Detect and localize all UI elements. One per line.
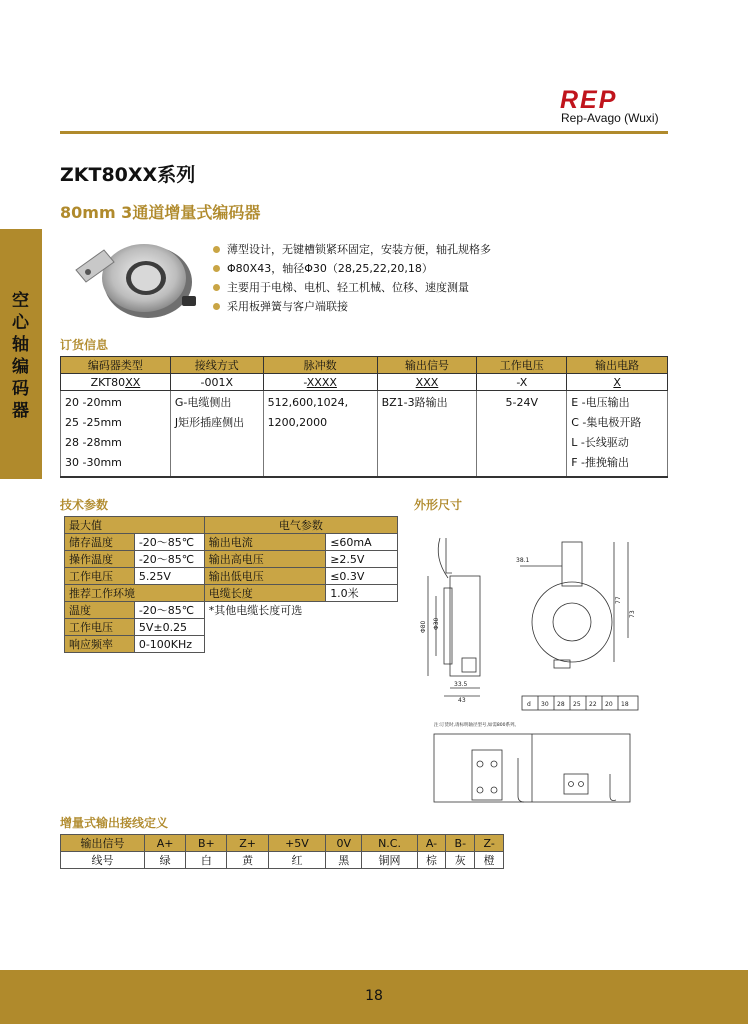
dim-mark: 38.1	[516, 557, 530, 564]
wiring-color-label: 线号	[61, 852, 145, 869]
tech-elec-key: 输出电流	[204, 534, 325, 551]
wiring-signal: Z-	[475, 835, 504, 852]
tech-elec-value: ≤60mA	[326, 534, 398, 551]
wiring-color: 绿	[145, 852, 186, 869]
wiring-signal: A-	[417, 835, 445, 852]
tech-temp-value: -20～85℃	[134, 602, 204, 619]
feature-item: 薄型设计，无键槽锁紧环固定，安装方便，轴孔规格多	[213, 240, 491, 259]
feature-list	[213, 240, 491, 316]
tech-cable-key: 电缆长度	[204, 585, 325, 602]
order-header-circuit: 输出电路	[567, 357, 668, 374]
shaft-size-table	[522, 696, 638, 710]
tech-elec-header: 电气参数	[204, 517, 397, 534]
order-options-wiring: G-电缆侧出 J矩形插座侧出	[170, 391, 263, 477]
order-section-title: 订货信息	[60, 338, 109, 352]
shaft-size-cell: 20	[605, 701, 613, 708]
wiring-section-title: 增量式输出接线定义	[60, 816, 169, 830]
tech-max-header: 最大值	[65, 517, 205, 534]
order-table	[60, 356, 668, 478]
shaft-size-cell: d	[527, 701, 531, 708]
shaft-size-cell: 18	[621, 701, 629, 708]
order-code-pulse: -XXXX	[263, 374, 377, 391]
shaft-size-cell: 25	[573, 701, 581, 708]
tech-volt-value: 5V±0.25	[134, 619, 204, 636]
dims-note: 注:订货时,请标明轴径型号,如需800系列。	[434, 723, 519, 728]
feature-item: Φ80X43，轴径Φ30（28,25,22,20,18）	[213, 259, 491, 278]
page-title: ZKT80XX系列	[60, 164, 196, 186]
tech-value: -20～85℃	[134, 534, 204, 551]
tech-note: *其他电缆长度可选	[204, 602, 397, 653]
dims-section-title: 外形尺寸	[414, 498, 463, 512]
wiring-signal: Z+	[227, 835, 268, 852]
tech-env-header: 推荐工作环境	[65, 585, 205, 602]
shaft-size-cell: 28	[557, 701, 565, 708]
feature-item: 采用板弹簧与客户端联接	[213, 297, 491, 316]
wiring-color: 黄	[227, 852, 268, 869]
dimension-drawing	[414, 518, 676, 804]
order-code-signal: XXX	[377, 374, 477, 391]
tech-cable-value: 1.0米	[326, 585, 398, 602]
front-view	[520, 542, 628, 668]
order-code-type: ZKT80XX	[61, 374, 171, 391]
dim-mark: Φ80	[420, 620, 427, 633]
wiring-signal: 0V	[326, 835, 362, 852]
tech-elec-key: 输出低电压	[204, 568, 325, 585]
tech-elec-value: ≥2.5V	[326, 551, 398, 568]
tech-table	[64, 516, 398, 653]
wiring-color: 白	[186, 852, 227, 869]
order-options-signal: BZ1-3路输出	[377, 391, 477, 477]
wiring-signal: A+	[145, 835, 186, 852]
wiring-color: 黑	[326, 852, 362, 869]
dim-mark: 73	[629, 610, 636, 618]
feature-item: 主要用于电梯、电机、轻工机械、位移、速度测量	[213, 278, 491, 297]
tech-elec-value: ≤0.3V	[326, 568, 398, 585]
encoder-product-image	[70, 232, 202, 322]
tech-key: 操作温度	[65, 551, 135, 568]
tech-value: 5.25V	[134, 568, 204, 585]
page-subtitle: 80mm 3通道增量式编码器	[60, 203, 261, 222]
order-header-voltage: 工作电压	[477, 357, 567, 374]
wiring-color: 红	[268, 852, 325, 869]
side-category-label: 空心轴编码器	[12, 291, 29, 421]
spring-plate-detail	[434, 734, 630, 802]
wiring-color: 铜网	[362, 852, 418, 869]
tech-value: -20～85℃	[134, 551, 204, 568]
order-code-voltage: -X	[477, 374, 567, 391]
order-header-wiring: 接线方式	[170, 357, 263, 374]
wiring-signal: N.C.	[362, 835, 418, 852]
order-options-type: 20 -20mm 25 -25mm 28 -28mm 30 -30mm	[61, 391, 171, 477]
page-number: 18	[365, 988, 383, 1004]
order-code-circuit: X	[567, 374, 668, 391]
tech-volt-key: 工作电压	[65, 619, 135, 636]
order-code-wiring: -001X	[170, 374, 263, 391]
order-options-circuit: E -电压输出 C -集电极开路 L -长线驱动 F -推挽输出	[567, 391, 668, 477]
dim-mark: Φ30	[433, 617, 440, 630]
company-name: Rep-Avago (Wuxi)	[561, 111, 659, 125]
side-view	[428, 538, 480, 696]
brand-logo: REP	[560, 86, 618, 114]
wiring-color: 灰	[446, 852, 475, 869]
dim-mark: 77	[615, 596, 622, 604]
tech-freq-value: 0-100KHz	[134, 636, 204, 653]
tech-elec-key: 输出高电压	[204, 551, 325, 568]
order-header-signal: 输出信号	[377, 357, 477, 374]
dim-mark: 33.5	[454, 681, 468, 688]
tech-freq-key: 响应频率	[65, 636, 135, 653]
wiring-color: 棕	[417, 852, 445, 869]
order-options-pulse: 512,600,1024, 1200,2000	[263, 391, 377, 477]
wiring-table	[60, 834, 504, 869]
wiring-signal: B+	[186, 835, 227, 852]
wiring-color: 橙	[475, 852, 504, 869]
wiring-signal-label: 输出信号	[61, 835, 145, 852]
tech-section-title: 技术参数	[60, 498, 109, 512]
dim-mark: 43	[458, 697, 466, 704]
tech-key: 储存温度	[65, 534, 135, 551]
shaft-size-cell: 22	[589, 701, 597, 708]
tech-temp-key: 温度	[65, 602, 135, 619]
order-header-pulse: 脉冲数	[263, 357, 377, 374]
wiring-signal: B-	[446, 835, 475, 852]
header-divider	[60, 131, 668, 134]
shaft-size-cell: 30	[541, 701, 549, 708]
tech-key: 工作电压	[65, 568, 135, 585]
order-header-type: 编码器类型	[61, 357, 171, 374]
wiring-signal: +5V	[268, 835, 325, 852]
order-options-voltage: 5-24V	[477, 391, 567, 477]
